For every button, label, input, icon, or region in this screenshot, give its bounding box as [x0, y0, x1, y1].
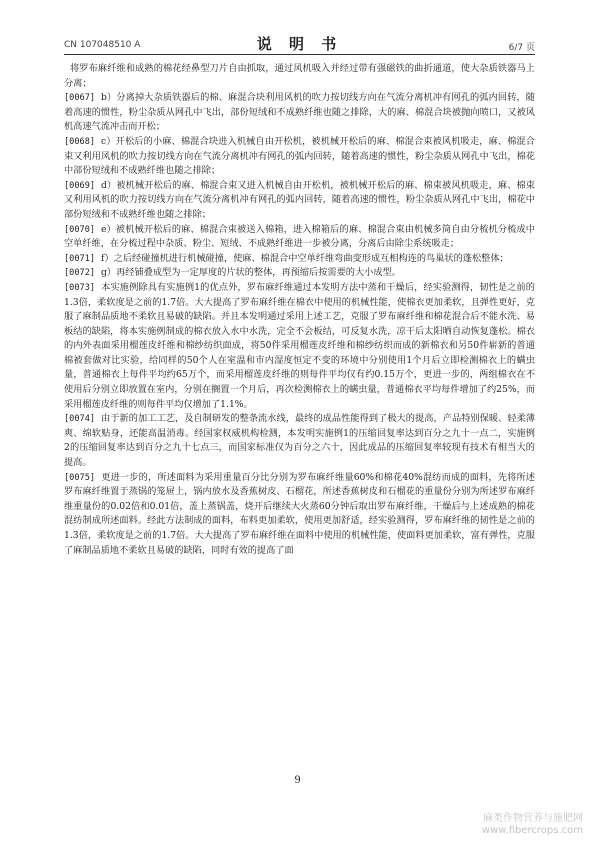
paragraph-text: f）之后经碰撞机进行机械碰撞，使麻、棉混合中空单纤维弯曲变形成互相构连的鸟巢状的蓬松整体； [101, 252, 509, 264]
paragraph-number: [0067] [64, 93, 96, 104]
paragraph-number: [0074] [64, 414, 96, 425]
paragraph-continuation [64, 62, 535, 91]
paragraph-text: 由于新的加工工艺，及自制研发的整条流水线，最终的成品性能得到了极大的提高，产品特别保暖、轻柔薄爽、绵软贴身，还能高温消毒。经国家权威机构检测，本发明实施例1的压缩回复率达到百分之九十一点二，实施例2的压缩回复率达到百分之九十七点三，而国家标准仅为百分之六十，因此成品的压缩回复率较现有技术有相当大的提高。 [64, 413, 535, 469]
paragraph-0069 [64, 179, 535, 223]
paragraph-text: g）再经铺叠成型为一定厚度的片状的整体，再预缩后按需要的大小成型。 [101, 267, 401, 279]
paragraph-0074 [64, 412, 535, 470]
page-number: 9 [294, 775, 301, 786]
paragraph-text: b）分离掉大杂质铁器后的棉、麻混合块利用风机的吹力按切线方向在气流分离机冲有网孔的弧内回转，随着高速的惯性，粉尘杂质从网孔中飞出，部份短绒和不成熟纤维也随之排除，大的麻、棉混合块被抛向喷口，又被风机高速气流冲击而开松； [64, 92, 535, 133]
paragraph-0071 [64, 252, 535, 267]
page-reference: 6/7 页 [508, 43, 535, 53]
paragraph-text: e）被机械开松后的麻、棉混合束被送入棉箱，进入棉箱后的麻、棉混合束由机械多筒自由分梳机分梳成中空单纤维，在分梳过程中杂质、粉尘、短绒、不成熟纤维进一步被分离，分离后由除尘系统吸走； [64, 223, 535, 250]
paragraph-text: 更进一步的，所述面料为采用重量百分比分别为罗布麻纤维量60%和棉花40%混纺而成的面料，先将所述罗布麻纤维置于蒸锅的笼屉上，锅内放水及香蕉树皮、石榴花，所述香蕉树皮和石榴花的重量份分别为所述罗布麻纤维重量份的0.02倍和0.01倍，盖上蒸锅盖，烧开后继续大火蒸60分钟后取出罗布麻纤维，干燥后与上述成熟的棉花混纺制成所述面料。经此方法制成的面料，布料更加柔软，使用更加舒适，经实验测得，罗布麻纤维的韧性是之前的1.3倍，柔软度是之前的1.7倍。大大提高了罗布麻纤维在面料中使用的机械性能，使面料更加柔软，富有弹性，克服了麻制品质地不柔软且易破的缺陷，同时有效的提高了面 [64, 471, 535, 556]
paragraph-0072 [64, 266, 535, 281]
header-divider [64, 54, 535, 55]
paragraph-0067 [64, 91, 535, 135]
paragraph-text: d）被机械开松后的麻、棉混合束又进入机械自由开松机，被机械开松后的麻、棉束被风机吸走，麻、棉束又利用风机的吹力按切线方向在气流分离机冲有网孔的弧内回转，随着高速的惯性，粉尘杂质从网孔中飞出，棉花中部份短绒和不成熟纤维也随之排除； [64, 179, 535, 220]
patent-number: CN 107048510 A [64, 40, 141, 50]
watermark-url: www.fibercrops.com [481, 825, 583, 836]
site-watermark [482, 813, 583, 837]
paragraph-0070 [64, 223, 535, 252]
paragraph-0073 [64, 281, 535, 412]
paragraph-number: [0075] [64, 472, 96, 483]
paragraph-number: [0070] [64, 224, 96, 235]
document-title: 说 明 书 [256, 35, 343, 53]
paragraph-text: 本实施例除具有实施例1的优点外，罗布麻纤维通过本发明方法中蒸和干燥后，经实验测得，韧性是之前的1.3倍，柔软度是之前的1.7倍。大大提高了罗布麻纤维在棉衣中使用的机械性能，使棉衣更加柔软，且弹性更好，克服了麻制品质地不柔软且易破的缺陷。并且本发明通过采用上述工艺，克服了罗布麻纤维和棉花混合后不能水洗、易板结的缺陷，将本实施例制成的棉衣放入水中水洗，完全不会板结，可反复水洗，凉干后太阳晒自动恢复蓬松。棉衣的内外表面采用榴莲皮纤维和棉纱纺织面成，将50件采用榴莲皮纤维和棉纱纺织而成的新棉衣和另50件崭新的普通棉被套做对比实验，给同样的50个人在室温和市内湿度恒定不变的环境中分别使用1个月后立即检测棉衣上的螨虫量，普通棉衣上每件平均约65万个，而采用榴莲皮纤维的则每件平均仅有约0.15万个，更进一步的，两组棉衣在不使用后分别立即放置在室内，分别在搁置一个月后，再次检测棉衣上的螨虫量，普通棉衣平均每件增加了约25%，而采用榴莲皮纤维的则每件平均仅增加了1.1%。 [64, 281, 535, 410]
paragraph-number: [0073] [64, 282, 96, 293]
paragraph-text: 将罗布麻纤维和成熟的棉花经鼻型刀片自由抓取，通过风机吸入并经过带有强磁铁的曲折通道，使大杂质铁器马上分离； [64, 63, 535, 89]
paragraph-0075 [64, 471, 535, 559]
paragraph-number: [0071] [64, 253, 96, 264]
paragraph-number: [0068] [64, 136, 96, 147]
paragraph-number: [0072] [64, 268, 96, 279]
page-header [64, 30, 535, 52]
document-body [64, 62, 535, 558]
paragraph-text: c）开松后的小麻、棉混合块进入机械自由开松机，被机械开松后的麻、棉混合束被风机吸走，麻、棉混合束又利用风机的吹力按切线方向在气流分离机冲有网孔的弧内回转，随着高速的惯性，粉尘杂质从网孔中飞出，棉花中部份短绒和不成熟纤维也随之排除； [64, 135, 535, 177]
paragraph-0068 [64, 135, 535, 179]
paragraph-number: [0069] [64, 180, 96, 191]
watermark-site-name: 麻类作物营养与施肥网 [483, 813, 583, 824]
